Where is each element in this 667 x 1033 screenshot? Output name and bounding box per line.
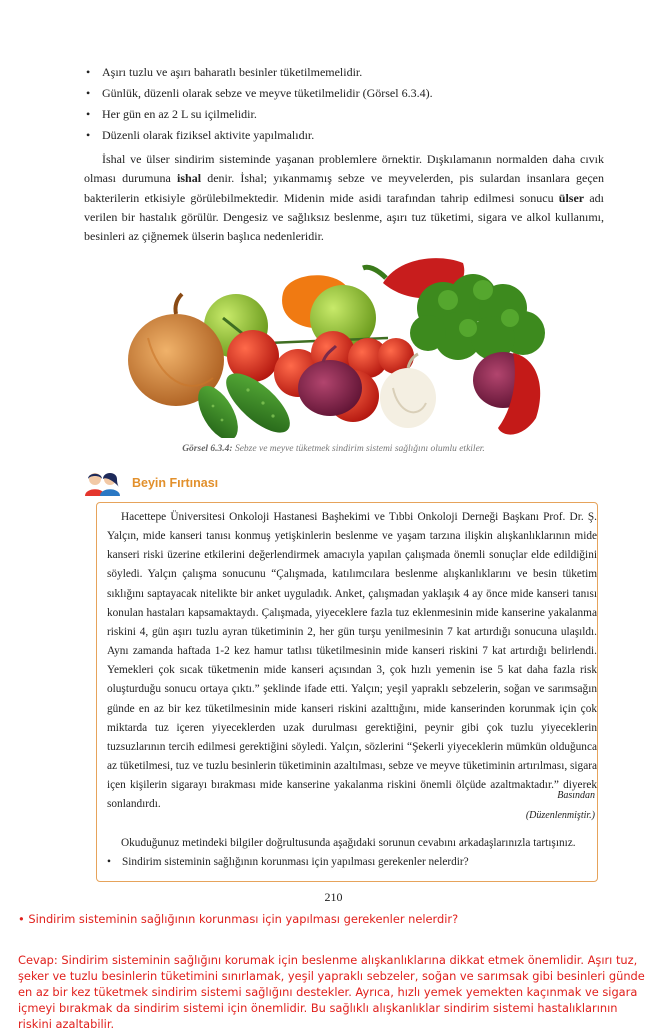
brainstorm-people-icon: [84, 470, 122, 496]
figure-caption: Görsel 6.3.4: Sebze ve meyve tüketmek sindirim sistemi sağlığını olumlu etkiler.: [182, 444, 485, 454]
brainstorm-question: • Sindirim sisteminin sağlığının korunması için yapılması gerekenler nelerdir?: [107, 853, 469, 872]
edited-note: (Düzenlenmiştir.): [525, 810, 595, 821]
advice-list: [84, 62, 624, 146]
figure-label: Görsel 6.3.4:: [182, 444, 233, 454]
answer-text: Cevap: Sindirim sisteminin sağlığını korumak için beslenme alışkanlıklarına dikkat etmek önemlidir. Aşırı tuz, şeker ve tuzlu besinlerin tüketimini sınırlamak, yeşil yapraklı sebzeler, soğan ve sarımsak gibi besinleri günde en az bir kez tüketmek sindirim sistemi sağlığını destekler. Ayrıca, hızlı yemek yemekten kaçınmak ve sigara içmeyi bırakmak da sindirim sistemi için önemlidir. Bu sağlıklı alışkanlıklar sindirim sistemi hastalıklarının riskini azaltabilir.: [18, 953, 645, 1031]
list-item: • Düzenli olarak fiziksel aktivite yapılmalıdır.: [84, 125, 624, 146]
list-item: • Her gün en az 2 L su içilmelidir.: [84, 104, 624, 125]
brainstorm-title: Beyin Fırtınası: [132, 476, 219, 490]
list-item: • Günlük, düzenli olarak sebze ve meyve tüketilmelidir (Görsel 6.3.4).: [84, 83, 624, 104]
brainstorm-instruction: Okuduğunuz metindeki bilgiler doğrultusunda aşağıdaki sorunun cevabını arkadaşlarınızla tartışınız.: [121, 837, 576, 849]
body-paragraph: İshal ve ülser sindirim sisteminde yaşanan problemlere örnektir. Dışkılamanın normalden daha cıvık olması durumuna ishal denir. İshal; yıkanmamış sebze ve meyvelerden, pis sulardan insanlara geçen bakterilerin etkisiyle görülebilmektedir. Midenin mide asidi tarafından tahrip edilmesi sonucu ülser adı verilen bir hastalık görülür. Dengesiz ve sağlıksız beslenme, aşırı tuz tüketimi, sigara ve alkol kullanımı, besinleri az çiğnemek ülserin başlıca nedenleridir.: [84, 152, 605, 244]
vegetables-illustration: [118, 238, 558, 438]
term-ulser: ülser: [558, 190, 585, 205]
list-item: • Aşırı tuzlu ve aşırı baharatlı besinler tüketilmemelidir.: [84, 62, 624, 83]
brainstorm-text: Hacettepe Üniversitesi Onkoloji Hastanesi Başhekimi ve Tıbbi Onkoloji Derneği Başkanı Prof. Dr. Ş. Yalçın, mide kanseri tanısı konmuş yetişkinlerin beslenme ve yaşam tarzına ilişkin alışkanlıklarının mide kanseri riski üzerine etkilerini değerlendirmek amacıyla yapılan çalışmada önemli sonuçlar elde edildiğini söyledi. Yalçın çalışma sonucunu “Çalışmada, katılımcılara beslenme alışkanlıklarını ve besin tüketim sıklığını saptayacak nitelikte bir anket uyguladık. Anket, çalışmadan yaklaşık 4 ay önce mide kanseri tanısı konulan hastaları kapsamaktaydı. Çalışmada, yiyeceklere fazla tuz eklenmesinin mide kanserine yakalanma riskini 4, gün aşırı tuzlu ayran tüketiminin 2, her gün turşu yenilmesinin 7 kat artırdığı sonucuna ulaşıldı. Aynı zamanda haftada 1-2 kez hamur tatlısı tüketilmesinin mide kanseri riskini 7 kat artırdığı belirlendi. Yemekleri çok sıcak tüketmenin mide kanseri açısından 3, çok hızlı yemenin ise 5 kat daha fazla risk oluşturduğu sonucu ortaya çıktı.” şeklinde ifade etti. Yalçın; yeşil yapraklı sebzelerin, soğan ve sarımsağın günde en az bir kez tüketilmesinin mide kanseri riskini azalttığını, mide kanserinden korunmak için çok miktarda tuz içeren yiyeceklerden uzak durulması gerektiğini, peynir gibi çok tuzlu yiyeceklerin tuzsuzlarının tercih edilmesi gerektiğini söyledi. Yalçın, sözlerini “Şekerli yiyeceklerin mümkün olduğunca az tüketilmesi, tuz ve tuzlu besinlerin tüketiminin azaltılması, sebze ve meyve tüketiminin artırılması, sigara içen kişilerin sigarayı bırakması mide kanserine yakalanma riskini önemli ölçüde azaltmaktadır.” diyerek sonlandırdı.: [107, 511, 597, 811]
term-ishal: ishal: [177, 171, 202, 186]
answer-question: • Sindirim sisteminin sağlığının korunması için yapılması gerekenler nelerdir?: [18, 912, 459, 926]
page-number: 210: [324, 890, 343, 904]
source-label: Basından: [557, 790, 595, 801]
